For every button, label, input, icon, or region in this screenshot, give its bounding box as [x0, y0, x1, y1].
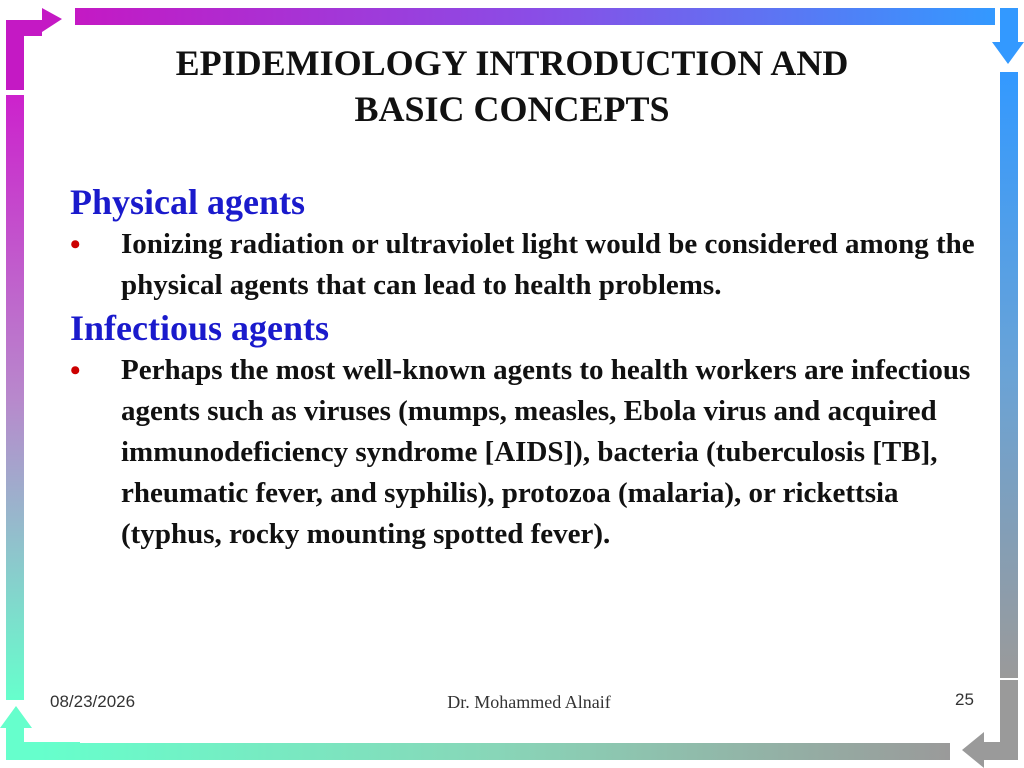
section-heading-physical-agents: Physical agents [70, 182, 306, 222]
bullet-text: Ionizing radiation or ultraviolet light would be considered among the physical agents that can lead to health problems. [121, 228, 975, 301]
bullet-infectious-agents [70, 350, 980, 555]
slide-title [100, 40, 924, 132]
frame-bottom-bar [40, 743, 950, 760]
slide-title-line-2: BASIC CONCEPTS [354, 89, 670, 129]
frame-top-left-arrow [6, 8, 62, 90]
slide-title-line-1: EPIDEMIOLOGY INTRODUCTION AND [175, 43, 849, 83]
bullet-text: Perhaps the most well-known agents to health workers are infectious agents such as viruses (mumps, measles, Ebola virus and acquired immunodeficiency syndrome [AIDS]), bacteria (tuberculosis [TB], rheumatic fever, and syphilis), protozoa (malaria), or rickettsia (typhus, rocky mounting spotted fever). [121, 354, 971, 550]
footer-page-number: 25 [955, 690, 974, 709]
frame-left-bar [6, 95, 24, 700]
bullet-dot-icon: • [70, 228, 81, 261]
frame-right-bar [1000, 72, 1018, 678]
frame-top-bar [75, 8, 995, 25]
section-heading-infectious-agents: Infectious agents [70, 308, 329, 348]
bullet-physical-agents [70, 224, 980, 306]
frame-top-right-arrow [992, 8, 1024, 64]
slide-content [70, 180, 980, 555]
footer-date: 08/23/2026 [50, 692, 136, 711]
bullet-dot-icon: • [70, 354, 81, 387]
footer-author: Dr. Mohammed Alnaif [447, 692, 611, 712]
